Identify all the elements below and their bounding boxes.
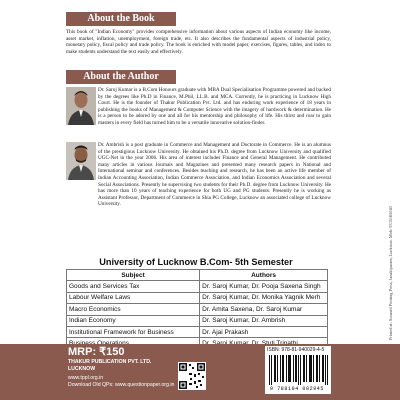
barcode-number: 9 788194 002945	[270, 386, 325, 392]
subject-column-header: Subject	[67, 270, 200, 281]
authors-cell: Dr. Amita Saxena, Dr. Saroj Kumar	[200, 304, 328, 315]
website-link[interactable]: www.tppl.org.in	[68, 375, 104, 381]
printer-note: Printed at: Sonasid Printing Press, Janakipuram, Lucknow. Mob: 9335165040	[388, 206, 393, 340]
about-book-text: This book of "Indian Economy" provides comprehensive information about various aspects of Indian economy like income, asset market, inflation, unemployment, foreign trade, etc. It also describes the fundamental aspects of industrial policy, monetary policy, fiscal policy and trade policy. The book is enriched with model paper, exercises, figures, tables, and index to make students understand the text easily and effectively.	[66, 29, 331, 55]
isbn-label: ISBN: 978-81-940029-4-5	[267, 347, 325, 353]
qr-code-icon	[178, 362, 206, 390]
about-author-heading: About the Author	[66, 70, 176, 84]
publisher-name: THAKUR PUBLICATION PVT. LTD.	[68, 359, 152, 365]
authors-cell: Dr. Saroj Kumar, Dr. Pooja Saxena Singh	[200, 281, 328, 292]
authors-cell: Dr. Ajai Prakash	[200, 326, 328, 337]
table-row	[67, 304, 328, 315]
semester-title	[66, 257, 326, 267]
subject-cell: Macro Economics	[67, 304, 200, 315]
author2-photo	[66, 142, 96, 180]
subject-cell: Goods and Services Tax	[67, 281, 200, 292]
subject-cell: Institutional Framework for Business	[67, 326, 200, 337]
authors-column-header: Authors	[200, 270, 328, 281]
table-row	[67, 292, 328, 303]
author2-text-intro: Dr. Ambrish is a post graduate in Commerce and Management and Doctorate in Commerce. He is an alumnus of the prestigious Lucknow University. He obtained his Ph.D. degree from Lucknow University and qualified UGC-Net in the year 2006. His area of interest includes Finance and General Management. He contributed many articles in various Journals and Magazines and presented many research papers in National and International seminar and conferences. Besides teaching and research, he has been an active life member of Indian Accounting Association, Indian Commerce Association, and Indian Economics Association and several Social Associations. Presently he supervising two students for their Ph.D. degree from Lucknow University. He has more than 10 years of teaching experience for both UG and PG students. Presently he is working as Assistant Professor, Department of Commerce in Shia PG College, Lucknow an associated college of Lucknow University.	[98, 142, 331, 208]
table-row	[67, 326, 328, 337]
subject-cell: Indian Economy	[67, 315, 200, 326]
subject-table	[66, 269, 328, 350]
table-header-row	[67, 270, 328, 281]
semester-title-text: University of Lucknow B.Com- 5th Semester	[99, 257, 293, 267]
table-row	[67, 315, 328, 326]
authors-cell: Dr. Saroj Kumar, Dr. Ambrish	[200, 315, 328, 326]
about-book-heading: About the Book	[66, 12, 176, 26]
publisher-city: LUCKNOW	[68, 366, 96, 372]
author1-photo	[66, 87, 96, 125]
authors-cell: Dr. Saroj Kumar, Dr. Monika Yagnik Merh	[200, 292, 328, 303]
author1-text: Dr. Saroj Kumar is a B.Com Honours graduate with MBA Dual Specialisation Programme powered and backed by the degrees like Ph.D in Finance, M.Phil, LL.B. and MCA. Currently, he is practicing in Lucknow High Court. He is the founder of Thakur Publication Pvt. Ltd. and has enduring work experience of 18 years in publishing the books of Management & Computer Science with the imagery of hardwork & determination. He is a person to be adored by one and all for his mentorship and philosophy of life. His thirst and roar to gain masters in every field has turned him to be a versatile innovative solution-finder.	[98, 87, 331, 126]
subject-cell: Labour Welfare Laws	[67, 292, 200, 303]
barcode-icon	[268, 355, 330, 385]
price-label: MRP: ₹150	[68, 346, 125, 358]
table-row	[67, 281, 328, 292]
download-link[interactable]: Download Old QPs: www.questionpaper.org.in	[68, 382, 175, 388]
